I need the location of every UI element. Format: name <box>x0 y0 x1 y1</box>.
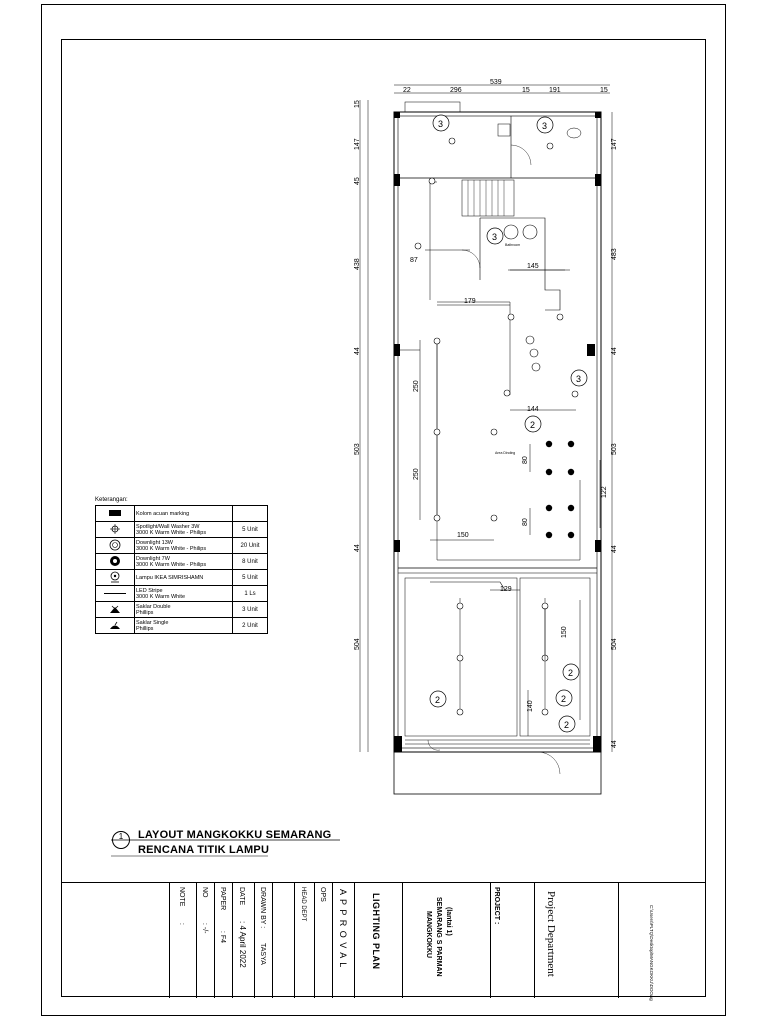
svg-text:Area Dinding: Area Dinding <box>495 451 516 455</box>
note-value: : <box>178 923 185 925</box>
legend-row <box>96 538 268 554</box>
svg-text:144: 144 <box>527 406 539 413</box>
led-stripe-icon <box>96 586 135 602</box>
svg-text:44: 44 <box>354 347 361 355</box>
project-name-line1: MANGKOKKU <box>425 911 432 959</box>
svg-text:179: 179 <box>464 298 476 305</box>
legend-qty: 1 Ls <box>233 586 268 602</box>
svg-text:145: 145 <box>527 263 539 270</box>
drawn-by-label: DRAWN BY : <box>259 887 266 929</box>
svg-text:147: 147 <box>611 138 618 150</box>
legend-row <box>96 506 268 522</box>
svg-text:2: 2 <box>568 668 574 678</box>
project-label: PROJECT : <box>493 887 500 925</box>
ikea-lamp-icon <box>96 570 135 586</box>
svg-text:2: 2 <box>564 720 570 730</box>
svg-text:296: 296 <box>450 87 462 94</box>
layout-title-line2: RENCANA TITIK LAMPU <box>138 844 270 856</box>
file-path: C:\Users\PLTQ\Desktop\MANGKOKKU\DOOwg <box>649 905 654 1001</box>
note-column <box>169 883 196 998</box>
head-dept-column <box>294 883 314 998</box>
no-label: NO <box>201 887 208 898</box>
column-fill-icon <box>96 506 135 522</box>
svg-text:483: 483 <box>611 248 618 260</box>
legend-qty: 5 Unit <box>233 522 268 538</box>
legend-qty: 20 Unit <box>233 538 268 554</box>
legend-description: Downlight 13W 3000 K Warm White - Philips <box>135 538 233 554</box>
svg-text:15: 15 <box>522 87 530 94</box>
legend-description: LED Stripe 3000 K Warm White <box>135 586 233 602</box>
svg-text:15: 15 <box>354 100 361 108</box>
project-label-column <box>490 883 534 998</box>
svg-text:191: 191 <box>549 87 561 94</box>
title-block <box>61 882 706 1001</box>
svg-text:3: 3 <box>576 374 582 384</box>
legend-qty: 3 Unit <box>233 602 268 618</box>
legend-qty: 8 Unit <box>233 554 268 570</box>
legend-row <box>96 554 268 570</box>
svg-text:250: 250 <box>413 468 420 480</box>
room-labels <box>495 243 520 455</box>
paper-value: : F4 <box>219 931 226 944</box>
svg-text:503: 503 <box>354 443 361 455</box>
drawn-by-column <box>254 883 272 998</box>
downlights-13w <box>415 138 578 715</box>
legend-description: Kolom acuan marking <box>135 506 233 522</box>
svg-text:250: 250 <box>413 380 420 392</box>
svg-text:80: 80 <box>522 518 529 526</box>
downlights-7w <box>546 441 574 538</box>
downlight-13w-icon <box>96 538 135 554</box>
legend-row <box>96 522 268 538</box>
layout-title-line1: LAYOUT MANGKOKKU SEMARANG <box>138 829 332 841</box>
project-name-line2: SEMARANG S PARMAN <box>435 897 442 977</box>
svg-text:140: 140 <box>527 700 534 712</box>
legend-row <box>96 602 268 618</box>
svg-text:45: 45 <box>354 177 361 185</box>
svg-text:3: 3 <box>438 119 444 129</box>
date-label: DATE <box>238 887 245 906</box>
legend-table <box>95 505 268 634</box>
svg-text:22: 22 <box>403 87 411 94</box>
legend-row <box>96 586 268 602</box>
svg-text:150: 150 <box>457 532 469 539</box>
approval-label: A P P R O V A L <box>338 889 348 969</box>
ops-label: OPS <box>319 887 326 902</box>
svg-text:150: 150 <box>561 626 568 638</box>
no-column <box>196 883 214 998</box>
blank-column <box>272 883 294 998</box>
legend-description: Downlight 7W 3000 K Warm White - Philips <box>135 554 233 570</box>
building-walls <box>394 102 601 794</box>
legend-title: Keterangan: <box>95 497 128 503</box>
switch-single-icon <box>96 618 135 634</box>
sheet-title: LIGHTING PLAN <box>371 893 381 970</box>
legend-row <box>96 618 268 634</box>
layout-number-badge: 1 <box>112 831 130 849</box>
legend-row <box>96 570 268 586</box>
department-column <box>534 883 618 998</box>
svg-text:504: 504 <box>611 638 618 650</box>
legend-description: Saklar Double Phillips <box>135 602 233 618</box>
svg-text:438: 438 <box>354 258 361 270</box>
legend-qty: 5 Unit <box>233 570 268 586</box>
svg-text:2: 2 <box>530 420 536 430</box>
callout-circles <box>430 115 587 732</box>
switch-double-icon <box>96 602 135 618</box>
project-name-line3: (lantai 1) <box>445 907 452 936</box>
svg-text:2: 2 <box>561 694 567 704</box>
svg-text:2: 2 <box>435 695 441 705</box>
svg-text:129: 129 <box>500 586 512 593</box>
svg-text:503: 503 <box>611 443 618 455</box>
legend-qty: 2 Unit <box>233 618 268 634</box>
svg-text:44: 44 <box>611 347 618 355</box>
svg-text:80: 80 <box>522 456 529 464</box>
svg-text:3: 3 <box>492 232 498 242</box>
svg-text:Bathroom: Bathroom <box>505 243 521 247</box>
svg-text:539: 539 <box>490 79 502 86</box>
drawn-by-value: TASYA <box>259 943 266 965</box>
svg-text:44: 44 <box>354 544 361 552</box>
sheet-title-column <box>354 883 402 998</box>
approval-column <box>332 883 354 998</box>
no-value: : -/- <box>201 923 208 934</box>
head-dept-label: HEAD DEPT <box>300 887 306 922</box>
spotlight-icon <box>96 522 135 538</box>
legend-description: Lampu IKEA SIMRISHAMN <box>135 570 233 586</box>
legend-description: Spotlight/Wall Washer 3W 3000 K Warm White - Philips <box>135 522 233 538</box>
svg-text:504: 504 <box>354 638 361 650</box>
svg-text:122: 122 <box>601 486 608 498</box>
paper-label: PAPER <box>219 887 226 911</box>
structural-columns <box>394 112 601 752</box>
legend-description: Saklar Single Phillips <box>135 618 233 634</box>
legend-qty <box>233 506 268 522</box>
svg-text:44: 44 <box>611 545 618 553</box>
svg-text:3: 3 <box>542 121 548 131</box>
department-name: Project Department <box>545 891 557 977</box>
downlight-7w-icon <box>96 554 135 570</box>
dimension-labels <box>403 79 608 593</box>
date-column <box>232 883 254 998</box>
note-label: NOTE <box>178 887 185 907</box>
svg-text:15: 15 <box>600 87 608 94</box>
ops-column <box>314 883 332 998</box>
svg-text:87: 87 <box>410 257 418 264</box>
date-value: : 4 April 2022 <box>238 921 247 968</box>
svg-text:44: 44 <box>611 740 618 748</box>
legend <box>95 497 270 634</box>
paper-column <box>214 883 232 998</box>
svg-text:147: 147 <box>354 138 361 150</box>
file-path-column <box>618 883 706 1001</box>
project-name-column <box>402 883 490 998</box>
